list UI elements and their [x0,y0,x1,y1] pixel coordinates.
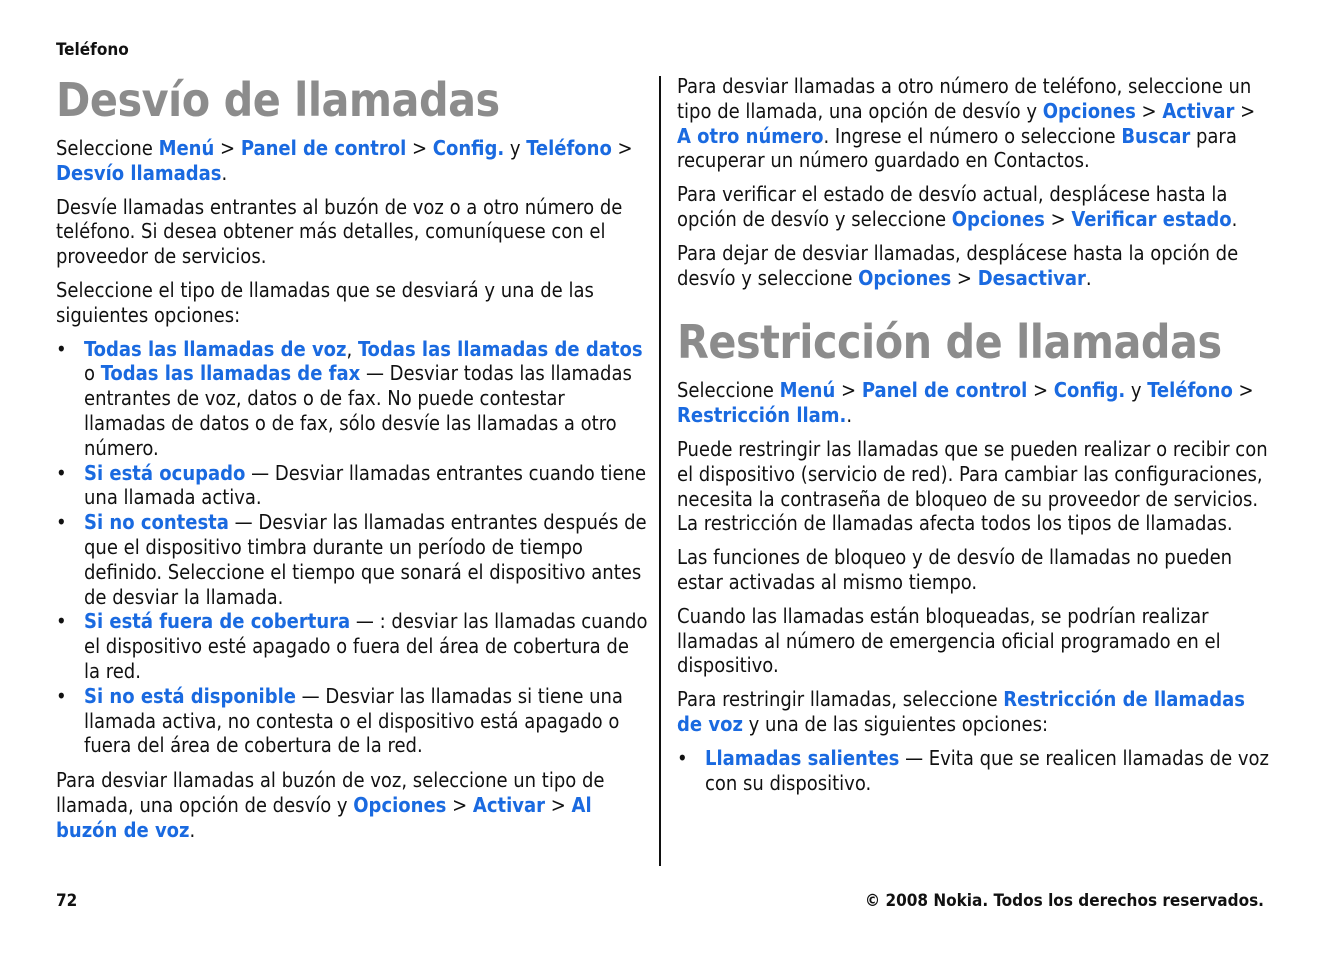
text-run: Para dejar de desviar llamadas, desplácese hasta la opción de desvío y seleccione [677,240,1239,290]
text-run: y [504,136,527,160]
menu-keyword: Desvío llamadas [56,160,222,185]
text-run: Para verificar el estado de desvío actual, desplácese hasta la opción de desvío y seleccione [677,182,1228,231]
menu-keyword: Activar [472,792,545,817]
text-run: Seleccione [677,378,780,403]
menu-keyword: A otro número [677,123,824,148]
text-run: > [214,136,241,160]
text-run: Para desviar llamadas a otro número de teléfono, seleccione un tipo de llamada, una opción de desvío y [677,74,1252,123]
column-divider [659,76,661,866]
menu-keyword: Opciones [951,206,1045,231]
restriccion-select-instruction [677,687,1269,737]
menu-keyword: Opciones [353,792,447,817]
text-run: Para desviar llamadas al buzón de voz, seleccione un tipo de llamada, una opción de desvío y [56,768,605,817]
restriccion-options-list [677,746,1269,796]
menu-keyword: Todas las llamadas de voz [84,336,347,361]
menu-keyword: Panel de control [861,378,1028,403]
text-run: — : desviar las llamadas cuando el dispositivo esté apagado o fuera del área de cobertura de la red. [84,609,648,683]
copyright: © 2008 Nokia. Todos los derechos reservados. [864,891,1264,911]
menu-keyword: Opciones [858,265,952,290]
list-item [56,684,648,758]
text-run: y una de las siguientes opciones: [742,711,1049,736]
text-run: > [446,792,473,817]
menu-keyword: Todas las llamadas de datos [357,336,643,361]
section-title-desvio: Desvío de llamadas [56,73,500,127]
desvio-intro: Desvíe llamadas entrantes al buzón de voz o a otro número de teléfono. Si desea obtener más detalles, comuníquese con el proveedor de servicios. [56,194,623,269]
text-run: — Desviar las llamadas si tiene una llamada activa, no contesta o el dispositivo está apagado o fuera del área de cobertura de la red. [84,683,623,758]
list-item [56,609,648,683]
text-run: . [846,403,853,428]
menu-keyword: Activar [1162,98,1235,123]
desvio-desactivar-instruction [677,241,1269,291]
menu-keyword: Opciones [1042,98,1136,123]
desvio-otro-numero-instruction [677,74,1269,173]
text-run: — Desviar las llamadas entrantes después de que el dispositivo timbra durante un período de tiempo definido. Seleccione el tiempo que sonará el dispositivo antes de desviar la llamada. [84,510,647,609]
list-item [56,337,648,461]
menu-keyword: Teléfono [526,136,612,160]
menu-keyword: Restricción llam. [677,403,847,428]
text-run: . [1231,206,1238,231]
text-run: — Desviar llamadas entrantes cuando tiene una llamada activa. [84,460,647,510]
text-run: > [951,265,978,290]
restriccion-note: Las funciones de bloqueo y de desvío de llamadas no pueden estar activadas al mismo tiempo. [677,545,1233,594]
right-column [677,0,1269,805]
menu-keyword: Si está fuera de cobertura [84,609,351,634]
section-title-restriccion: Restricción de llamadas [677,315,1222,370]
menu-keyword: Config. [1053,378,1126,403]
desvio-verificar-instruction [677,182,1269,232]
page-number: 72 [56,891,78,911]
menu-keyword: Panel de control [240,136,407,160]
text-run: > [835,378,862,403]
restriccion-intro: Puede restringir las llamadas que se pueden realizar o recibir con el dispositivo (servicio de red). Para cambiar las configuraciones, necesita la contraseña de bloqueo de su proveedor de servicios. La restricción de llamadas afecta todos los tipos de llamadas. [677,436,1268,536]
text-run: Seleccione [56,136,159,160]
menu-keyword: Verificar estado [1071,206,1232,231]
menu-keyword: Menú [158,136,215,160]
text-run: > [1234,98,1256,123]
text-run: > [611,136,633,160]
text-run: > [1027,378,1054,403]
list-item [56,510,648,609]
menu-path-restriccion [677,378,1269,428]
menu-keyword: Buscar [1121,123,1191,148]
text-run: > [545,792,572,817]
text-run: o [84,361,101,386]
text-run: — Evita que se realicen llamadas de voz con su dispositivo. [705,745,1269,795]
menu-keyword: Config. [432,136,505,160]
desvio-select-instruction: Seleccione el tipo de llamadas que se desviará y una de las siguientes opciones: [56,277,594,327]
text-run: Para restringir llamadas, seleccione [677,687,1004,712]
menu-keyword: Teléfono [1147,378,1233,403]
text-run: > [1044,206,1072,231]
menu-keyword: Restricción de llamadas de voz [677,687,1246,736]
text-run: > [1135,98,1163,123]
menu-keyword: Al buzón de voz [56,792,592,842]
menu-keyword: Si está ocupado [84,460,246,485]
list-item [677,746,1269,796]
menu-keyword: Llamadas salientes [705,745,900,770]
text-run: > [1232,378,1254,403]
text-run: > [406,136,433,160]
text-run: para recuperar un número guardado en Contactos. [677,123,1237,173]
menu-keyword: Si no está disponible [84,683,296,708]
text-run: — Desviar todas las llamadas entrantes de voz, datos o de fax. No puede contestar llamadas de datos o de fax, sólo desvíe las llamadas a otro número. [84,361,632,460]
menu-keyword: Si no contesta [84,510,229,535]
text-run: . [221,160,228,185]
restriccion-emergency: Cuando las llamadas están bloqueadas, se podrían realizar llamadas al número de emergencia oficial programado en el dispositivo. [677,603,1221,678]
text-run: y [1125,378,1148,403]
menu-keyword: Menú [779,378,836,403]
text-run: . [1085,265,1092,290]
desvio-buzon-instruction [56,768,648,842]
running-head: Teléfono [56,40,129,60]
menu-keyword: Desactivar [977,265,1086,290]
desvio-options-list [56,337,648,759]
menu-path-desvio [56,136,648,186]
list-item [56,461,648,511]
text-run: . [189,817,196,842]
left-column [56,0,648,852]
text-run: , [346,336,358,361]
menu-keyword: Todas las llamadas de fax [100,361,361,386]
text-run: . Ingrese el número o seleccione [823,123,1122,148]
